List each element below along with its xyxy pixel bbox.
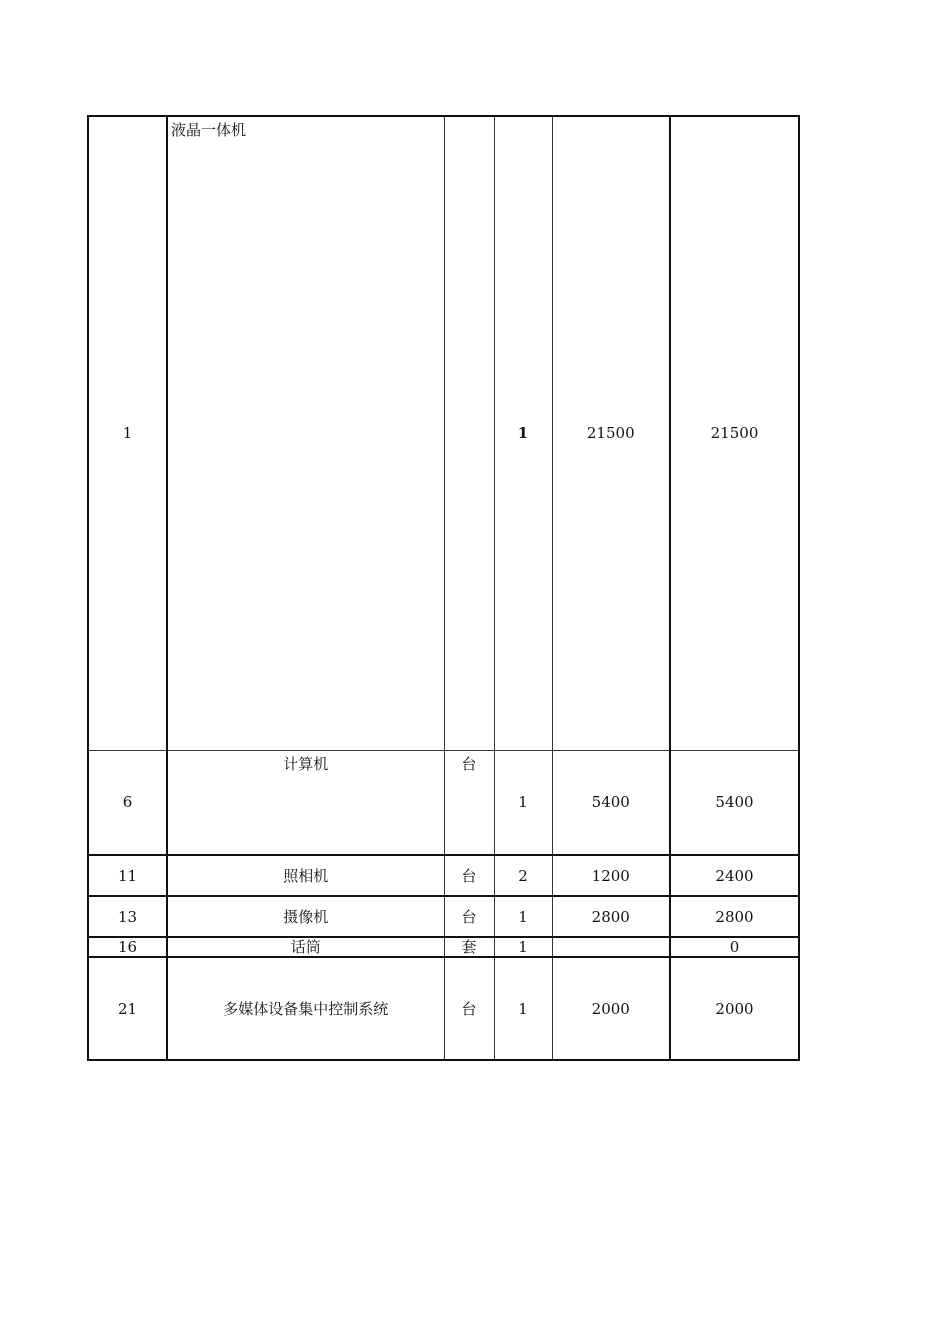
unit-price-cell: 1200 [552,855,670,896]
quantity-cell: 2 [494,855,552,896]
equipment-table [87,115,800,1061]
unit-cell: 台 [444,957,494,1060]
unit-cell [444,116,494,750]
quantity-cell: 1 [494,957,552,1060]
item-number-cell: 6 [88,750,167,855]
item-name-cell: 液晶一体机 [167,116,444,750]
unit-cell: 台 [444,750,494,855]
table-row [88,750,799,855]
total-cell: 5400 [670,750,799,855]
unit-price-cell: 2000 [552,957,670,1060]
item-number-cell: 21 [88,957,167,1060]
unit-cell: 台 [444,896,494,937]
unit-price-cell: 21500 [552,116,670,750]
table-row [88,937,799,957]
unit-price-cell: 5400 [552,750,670,855]
quantity-cell: 1 [494,116,552,750]
unit-price-cell: 2800 [552,896,670,937]
item-name-cell: 计算机 [167,750,444,855]
table-row [88,957,799,1060]
quantity-cell: 1 [494,896,552,937]
item-number-cell: 1 [88,116,167,750]
table-row [88,855,799,896]
item-number-cell: 13 [88,896,167,937]
unit-cell: 台 [444,855,494,896]
total-cell: 2800 [670,896,799,937]
table-row [88,116,799,750]
total-cell: 2400 [670,855,799,896]
total-cell: 0 [670,937,799,957]
item-name-cell: 多媒体设备集中控制系统 [167,957,444,1060]
item-number-cell: 11 [88,855,167,896]
quantity-cell: 1 [494,937,552,957]
unit-price-cell [552,937,670,957]
item-number-cell: 16 [88,937,167,957]
total-cell: 21500 [670,116,799,750]
quantity-cell: 1 [494,750,552,855]
table-row [88,896,799,937]
item-name-cell: 摄像机 [167,896,444,937]
item-name-cell: 照相机 [167,855,444,896]
item-name-cell: 话筒 [167,937,444,957]
unit-cell: 套 [444,937,494,957]
total-cell: 2000 [670,957,799,1060]
